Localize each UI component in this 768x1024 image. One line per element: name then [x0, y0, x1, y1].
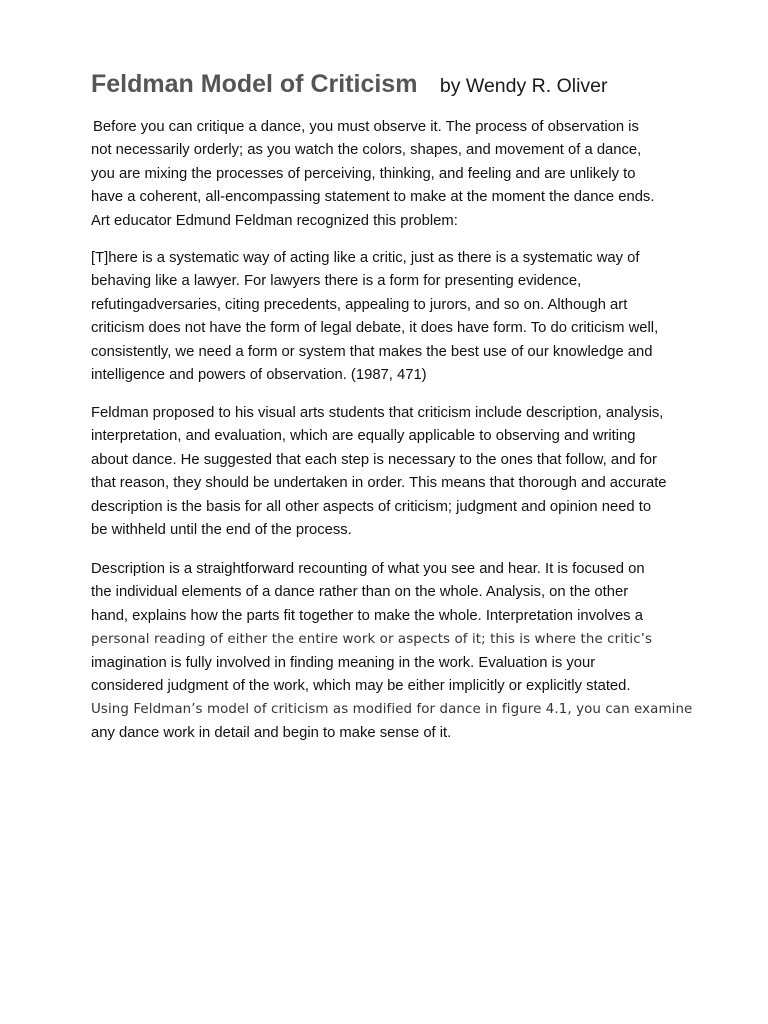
paragraph-line: about dance. He suggested that each step is necessary to the ones that follow, and for: [91, 451, 657, 468]
paragraph-line: consistently, we need a form or system that makes the best use of our knowledge and: [91, 343, 653, 360]
paragraph-line: criticism does not have the form of legal debate, it does have form. To do criticism well,: [91, 320, 659, 337]
paragraph-quote: [91, 247, 691, 387]
paragraph-line: be withheld until the end of the process.: [91, 522, 352, 539]
paragraph-description: [91, 558, 691, 745]
document-title: Feldman Model of Criticism: [91, 70, 418, 98]
paragraph-line: not necessarily orderly; as you watch the colors, shapes, and movement of a dance,: [91, 142, 642, 159]
paragraph-line: [T]here is a systematic way of acting like a critic, just as there is a systematic way of: [91, 250, 640, 266]
paragraph-line: any dance work in detail and begin to make sense of it.: [91, 724, 452, 741]
paragraph-line: personal reading of either the entire work or aspects of it; this is where the critic’s: [91, 632, 653, 648]
paragraph-line: hand, explains how the parts fit together to make the whole. Interpretation involves a: [91, 607, 643, 624]
paragraph-line: considered judgment of the work, which may be either implicitly or explicitly stated.: [91, 678, 631, 695]
paragraph-line: the individual elements of a dance rather than on the whole. Analysis, on the other: [91, 584, 629, 601]
paragraph-feldman-proposal: [91, 402, 691, 542]
paragraph-line: Art educator Edmund Feldman recognized this problem:: [91, 212, 458, 229]
paragraph-line: Description is a straightforward recounting of what you see and hear. It is focused on: [91, 561, 645, 577]
paragraph-line: intelligence and powers of observation. (1987, 471): [91, 367, 427, 384]
paragraph-line: interpretation, and evaluation, which are equally applicable to observing and writing: [91, 428, 636, 445]
paragraph-line: Using Feldman’s model of criticism as modified for dance in figure 4.1, you can examine: [91, 702, 693, 718]
paragraph-line: description is the basis for all other aspects of criticism; judgment and opinion need to: [91, 498, 652, 515]
document-heading: [91, 68, 608, 104]
paragraph-line: that reason, they should be undertaken in order. This means that thorough and accurate: [91, 475, 667, 492]
document-author: by Wendy R. Oliver: [439, 75, 608, 97]
paragraph-line: Feldman proposed to his visual arts students that criticism include description, analysis,: [91, 405, 664, 421]
paragraph-intro: [91, 116, 691, 233]
paragraph-line: refutingadversaries, citing precedents, appealing to jurors, and so on. Although art: [91, 296, 628, 313]
paragraph-line: behaving like a lawyer. For lawyers there is a form for presenting evidence,: [91, 273, 582, 290]
paragraph-line: have a coherent, all-encompassing statement to make at the moment the dance ends.: [91, 189, 655, 206]
paragraph-line: Before you can critique a dance, you must observe it. The process of observation is: [93, 119, 639, 135]
paragraph-line: you are mixing the processes of perceiving, thinking, and feeling and are unlikely to: [91, 165, 636, 182]
paragraph-line: imagination is fully involved in finding meaning in the work. Evaluation is your: [91, 654, 596, 671]
